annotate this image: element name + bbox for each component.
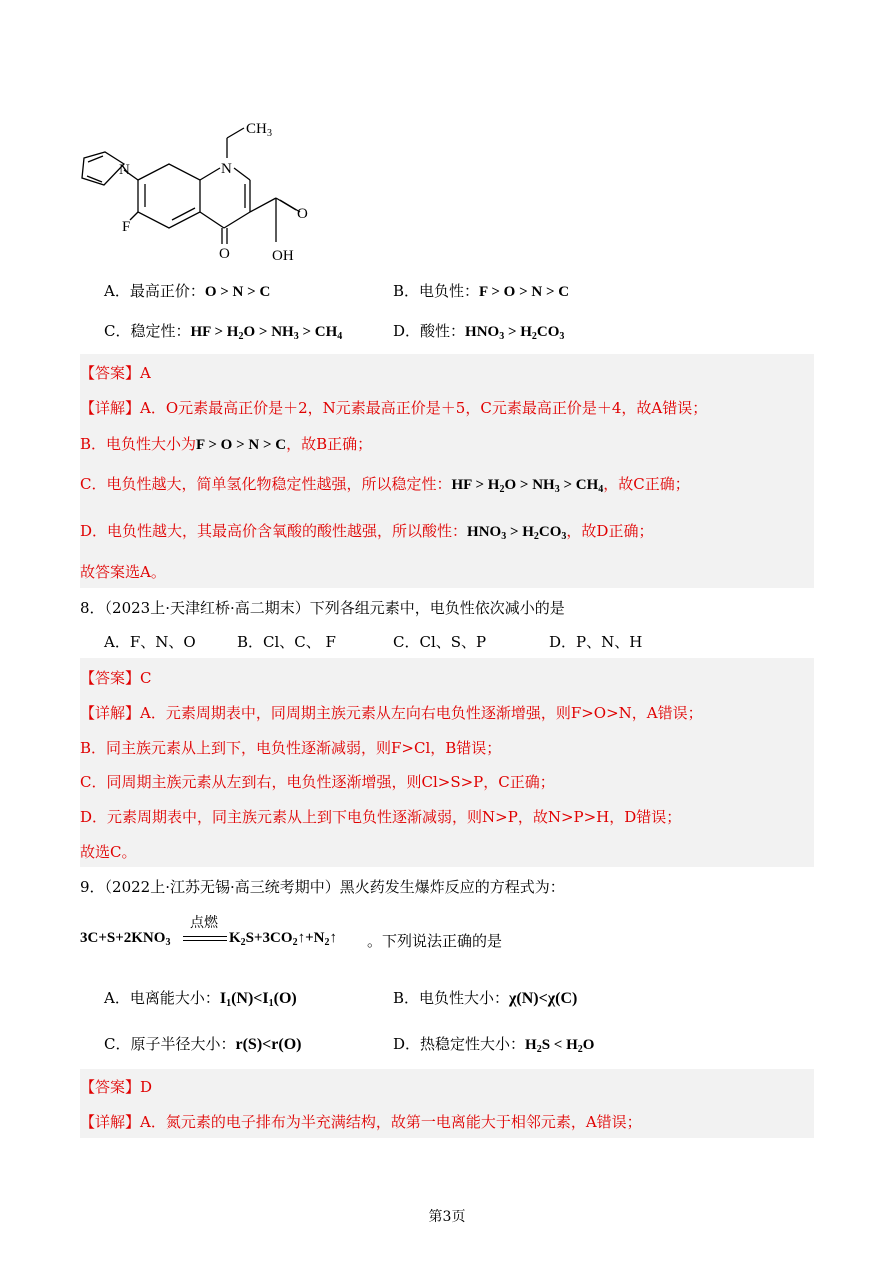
q8-stem: 8．（2023上·天津红桥·高二期末）下列各组元素中，电负性依次减小的是 [80, 599, 565, 617]
molecule-structure [72, 112, 322, 272]
mol-label-o-ketone: O [219, 246, 230, 262]
q7-detail-c [80, 473, 690, 495]
q7-detail-c-suffix: ，故C正确； [603, 475, 690, 493]
q7-detail-d-formula: $HNO_3 > H_2CO_3$ [467, 524, 567, 542]
q7-option-a [104, 281, 270, 302]
q7-detail-b-text: B．电负性大小为 [80, 435, 197, 453]
q9-option-d-formula: $H_2S < H_2O$ [525, 1037, 595, 1055]
q8-detail-a: 【详解】A．元素周期表中，同周期主族元素从左向右电负性逐渐增强，则F>O>N，A错误； [80, 704, 703, 722]
q7-detail-b-suffix: ，故B正确； [286, 435, 373, 453]
q7-conclusion: 故答案选A。 [80, 563, 166, 581]
q7-option-b [393, 281, 569, 302]
mol-label-ch3: CH [246, 121, 267, 137]
q9-stem: 9．（2022上·江苏无锡·高三统考期中）黑火药发生爆炸反应的方程式为： [80, 878, 565, 896]
q9-option-c-label: C．原子半径大小： [104, 1035, 236, 1053]
q9-option-b-formula: χ(N)<χ(C) [509, 990, 578, 1007]
q7-option-c-formula: HF > $H_2O > NH_3 > CH_4$ [190, 324, 343, 342]
q7-option-c [104, 321, 342, 347]
q7-detail-d-text: D．电负性越大，其最高价含氧酸的酸性越强，所以酸性： [80, 522, 468, 540]
q7-option-b-label: B．电负性： [393, 282, 480, 300]
q9-equation-condition: 点燃 [190, 915, 218, 931]
q7-option-a-formula: O > N > C [204, 284, 271, 300]
mol-label-n-ring: N [221, 161, 232, 177]
q9-option-b [393, 988, 577, 1009]
q8-option-c: C．Cl、S、P [393, 633, 487, 651]
q8-answer: 【答案】C [80, 669, 152, 687]
q9-equation-arrow-top [183, 936, 227, 937]
q8-detail-b: B．同主族元素从上到下，电负性逐渐减弱，则F>Cl，B错误； [80, 739, 502, 757]
q9-answer: 【答案】D [80, 1078, 153, 1096]
q9-option-c-formula: r(S)<r(O) [235, 1036, 302, 1053]
mol-label-oh: OH [272, 248, 294, 264]
q7-option-d [393, 321, 564, 347]
q9-option-a-label: A．电离能大小： [104, 989, 220, 1007]
q7-answer-block [80, 354, 814, 588]
q8-option-d: D．P、N、H [549, 633, 643, 651]
q7-detail-b-formula: F > O > N > C [196, 437, 287, 453]
q9-answer-block [80, 1069, 814, 1138]
q9-equation-tail: 。下列说法正确的是 [367, 932, 503, 950]
q7-option-d-formula: $HNO_3 > H_2CO_3$ [465, 324, 565, 342]
q9-option-a [104, 988, 297, 1014]
q7-detail-c-formula: HF > $H_2O > NH_3 > CH_4$ [451, 477, 604, 495]
q8-conclusion: 故选C。 [80, 843, 137, 861]
q7-detail-a: 【详解】A．O元素最高正价是＋2，N元素最高正价是＋5，C元素最高正价是＋4，故A错误； [80, 399, 708, 417]
q9-option-b-label: B．电负性大小： [393, 989, 510, 1007]
mol-label-f: F [122, 219, 131, 235]
q8-option-b: B．Cl、C、 F [237, 633, 336, 651]
mol-label-ch3-sub: 3 [267, 128, 272, 139]
q9-equation-right: $K_2S+3CO_2↑+N_2↑$ [229, 930, 337, 948]
q9-option-d-label: D．热稳定性大小： [393, 1035, 526, 1053]
q8-option-a: A．F、N、O [104, 633, 196, 651]
q7-detail-d-suffix: ，故D正确； [566, 522, 654, 540]
q9-option-c [104, 1034, 301, 1055]
q7-option-a-label: A．最高正价： [104, 282, 205, 300]
q8-answer-block [80, 658, 814, 867]
q8-detail-d: D．元素周期表中，同主族元素从上到下电负性逐渐减弱，则N>P，故N>P>H，D错误； [80, 808, 682, 826]
q9-option-d [393, 1034, 594, 1060]
q8-detail-c: C．同周期主族元素从左到右，电负性逐渐增强，则Cl>S>P，C正确； [80, 773, 555, 791]
mol-label-n-pyrrole: N [119, 162, 130, 178]
mol-label-o-acid: O [297, 206, 308, 222]
q7-answer: 【答案】A [80, 364, 151, 382]
q7-detail-b [80, 433, 372, 454]
q7-detail-d [80, 520, 653, 542]
q9-detail-a: 【详解】A．氮元素的电子排布为半充满结构，故第一电离能大于相邻元素，A错误； [80, 1113, 642, 1131]
q9-equation-arrow-bottom [183, 940, 227, 941]
q7-option-b-formula: F > O > N > C [479, 284, 570, 300]
q7-option-d-label: D．酸性： [393, 322, 466, 340]
q7-detail-c-text: C．电负性越大，简单氢化物稳定性越强，所以稳定性： [80, 475, 452, 493]
page-number: 第3页 [428, 1209, 466, 1225]
q9-option-a-formula: $I_1(N)<I_1(O)$ [219, 990, 297, 1009]
q7-option-c-label: C．稳定性： [104, 322, 191, 340]
q9-equation-left: $3C+S+2KNO_3$ [80, 930, 171, 948]
